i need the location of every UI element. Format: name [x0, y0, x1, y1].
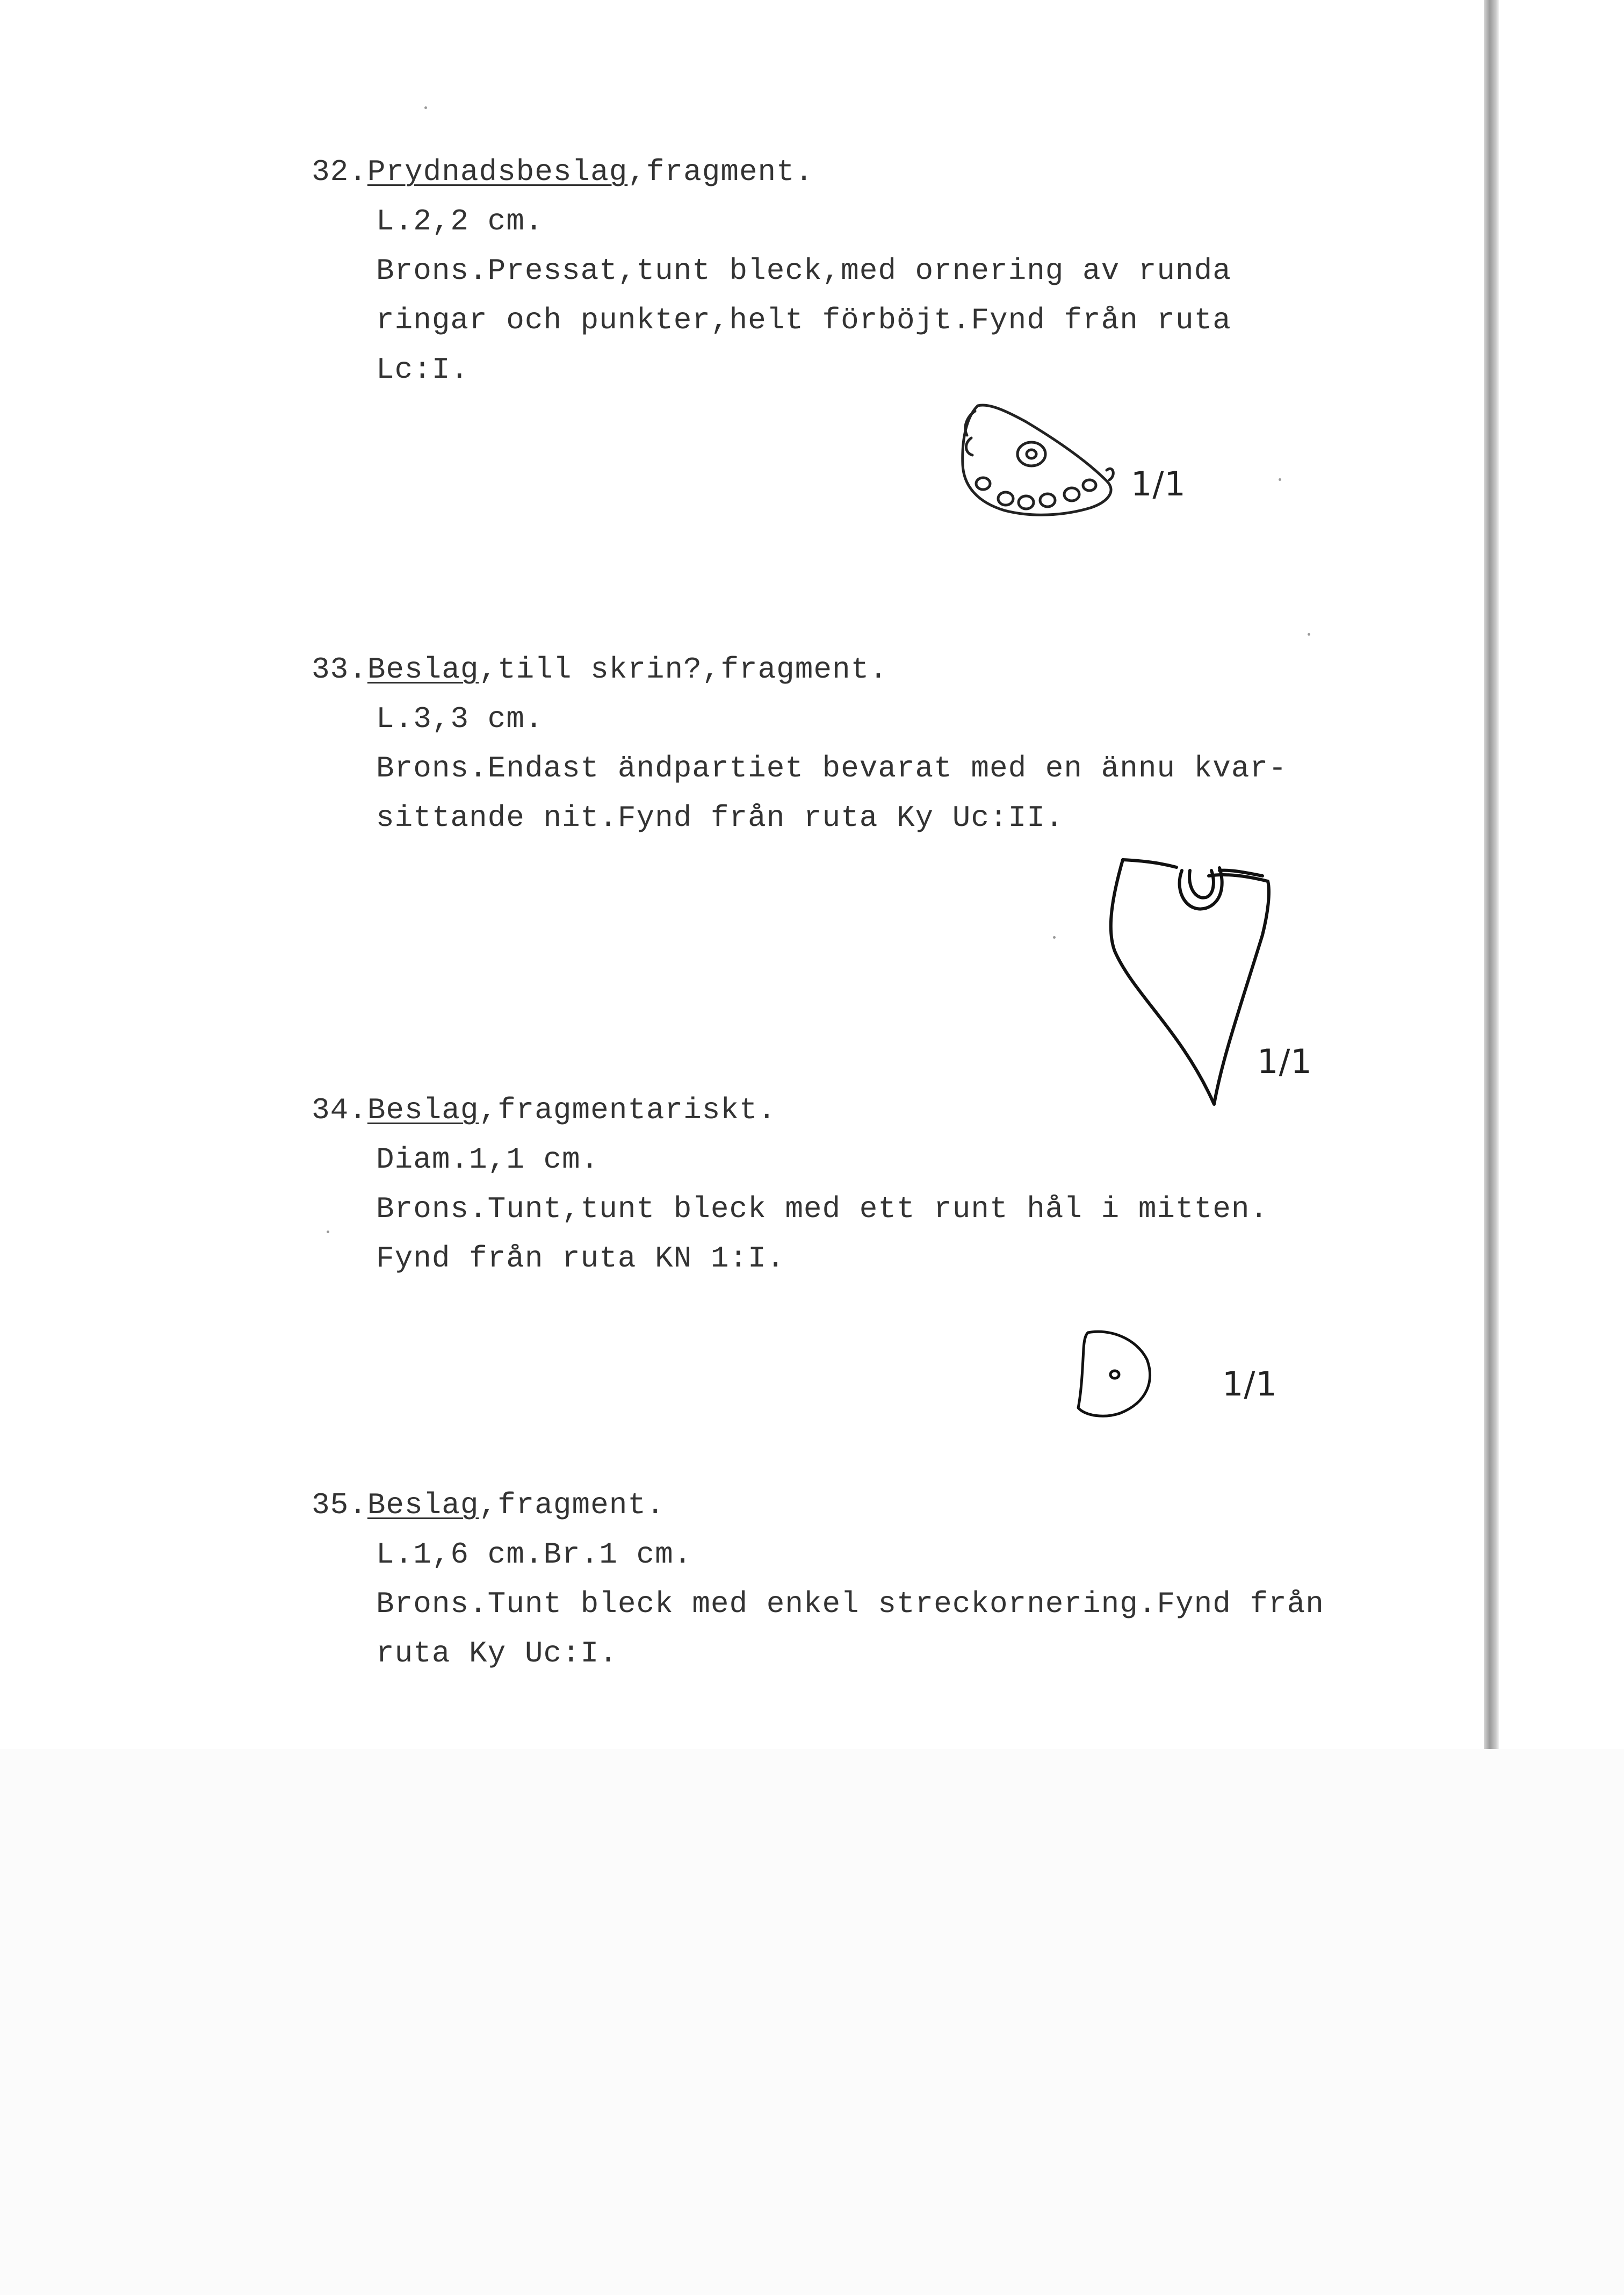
entry-title-rest: ,till skrin?,fragment.	[479, 652, 888, 687]
entry-number: 35.	[312, 1488, 367, 1522]
entry-line: Brons.Endast ändpartiet bevarat med en ännu kvar-	[376, 751, 1287, 786]
entry-33	[312, 645, 1408, 843]
entry-title-rest: ,fragmentariskt.	[479, 1093, 777, 1127]
scale-label: 1/1	[1222, 1364, 1277, 1404]
entry-line: Diam.1,1 cm.	[376, 1142, 600, 1177]
entry-35	[312, 1480, 1408, 1678]
scan-edge	[1484, 0, 1499, 1749]
entry-line: L.1,6 cm.Br.1 cm.	[376, 1537, 692, 1572]
scan-speck	[424, 106, 427, 109]
scale-label: 1/1	[1257, 1042, 1312, 1081]
entry-line: Brons.Tunt,tunt bleck med ett runt hål i mitten.	[376, 1192, 1269, 1226]
entry-line: Brons.Pressat,tunt bleck,med ornering av runda	[376, 254, 1231, 288]
entry-line: Lc:I.	[376, 352, 470, 387]
entry-line: L.2,2 cm.	[376, 204, 544, 239]
scale-label: 1/1	[1131, 464, 1186, 503]
entry-line: Fynd från ruta KN 1:I.	[376, 1241, 785, 1276]
fragment-sketch-34	[1072, 1327, 1168, 1424]
entry-heading	[312, 1480, 1408, 1530]
entry-line: L.3,3 cm.	[376, 702, 544, 736]
scan-speck	[327, 1231, 329, 1233]
entry-number: 32.	[312, 155, 367, 189]
entry-number: 33.	[312, 652, 367, 687]
scan-background	[0, 1749, 1624, 2295]
entry-line: ringar och punkter,helt förböjt.Fynd från ruta	[376, 303, 1231, 337]
entry-line: sittande nit.Fynd från ruta Ky Uc:II.	[376, 801, 1064, 835]
entry-title: Prydnadsbeslag	[367, 155, 628, 189]
scan-speck	[1279, 478, 1281, 481]
entry-34	[312, 1085, 1408, 1283]
entry-title-rest: ,fragment.	[627, 155, 814, 189]
entry-title: Beslag	[367, 1488, 479, 1522]
entry-heading	[312, 1085, 1408, 1135]
entry-line: Brons.Tunt bleck med enkel streckornering.Fynd från	[376, 1587, 1324, 1621]
scan-speck	[1053, 936, 1056, 939]
entry-heading	[312, 147, 1408, 197]
entry-title: Beslag	[367, 1093, 479, 1127]
entry-line: ruta Ky Uc:I.	[376, 1636, 618, 1671]
entry-heading	[312, 645, 1408, 694]
entry-title-rest: ,fragment.	[479, 1488, 665, 1522]
entry-title: Beslag	[367, 652, 479, 687]
entry-32	[312, 147, 1408, 394]
scan-speck	[1308, 633, 1310, 636]
entry-number: 34.	[312, 1093, 367, 1127]
